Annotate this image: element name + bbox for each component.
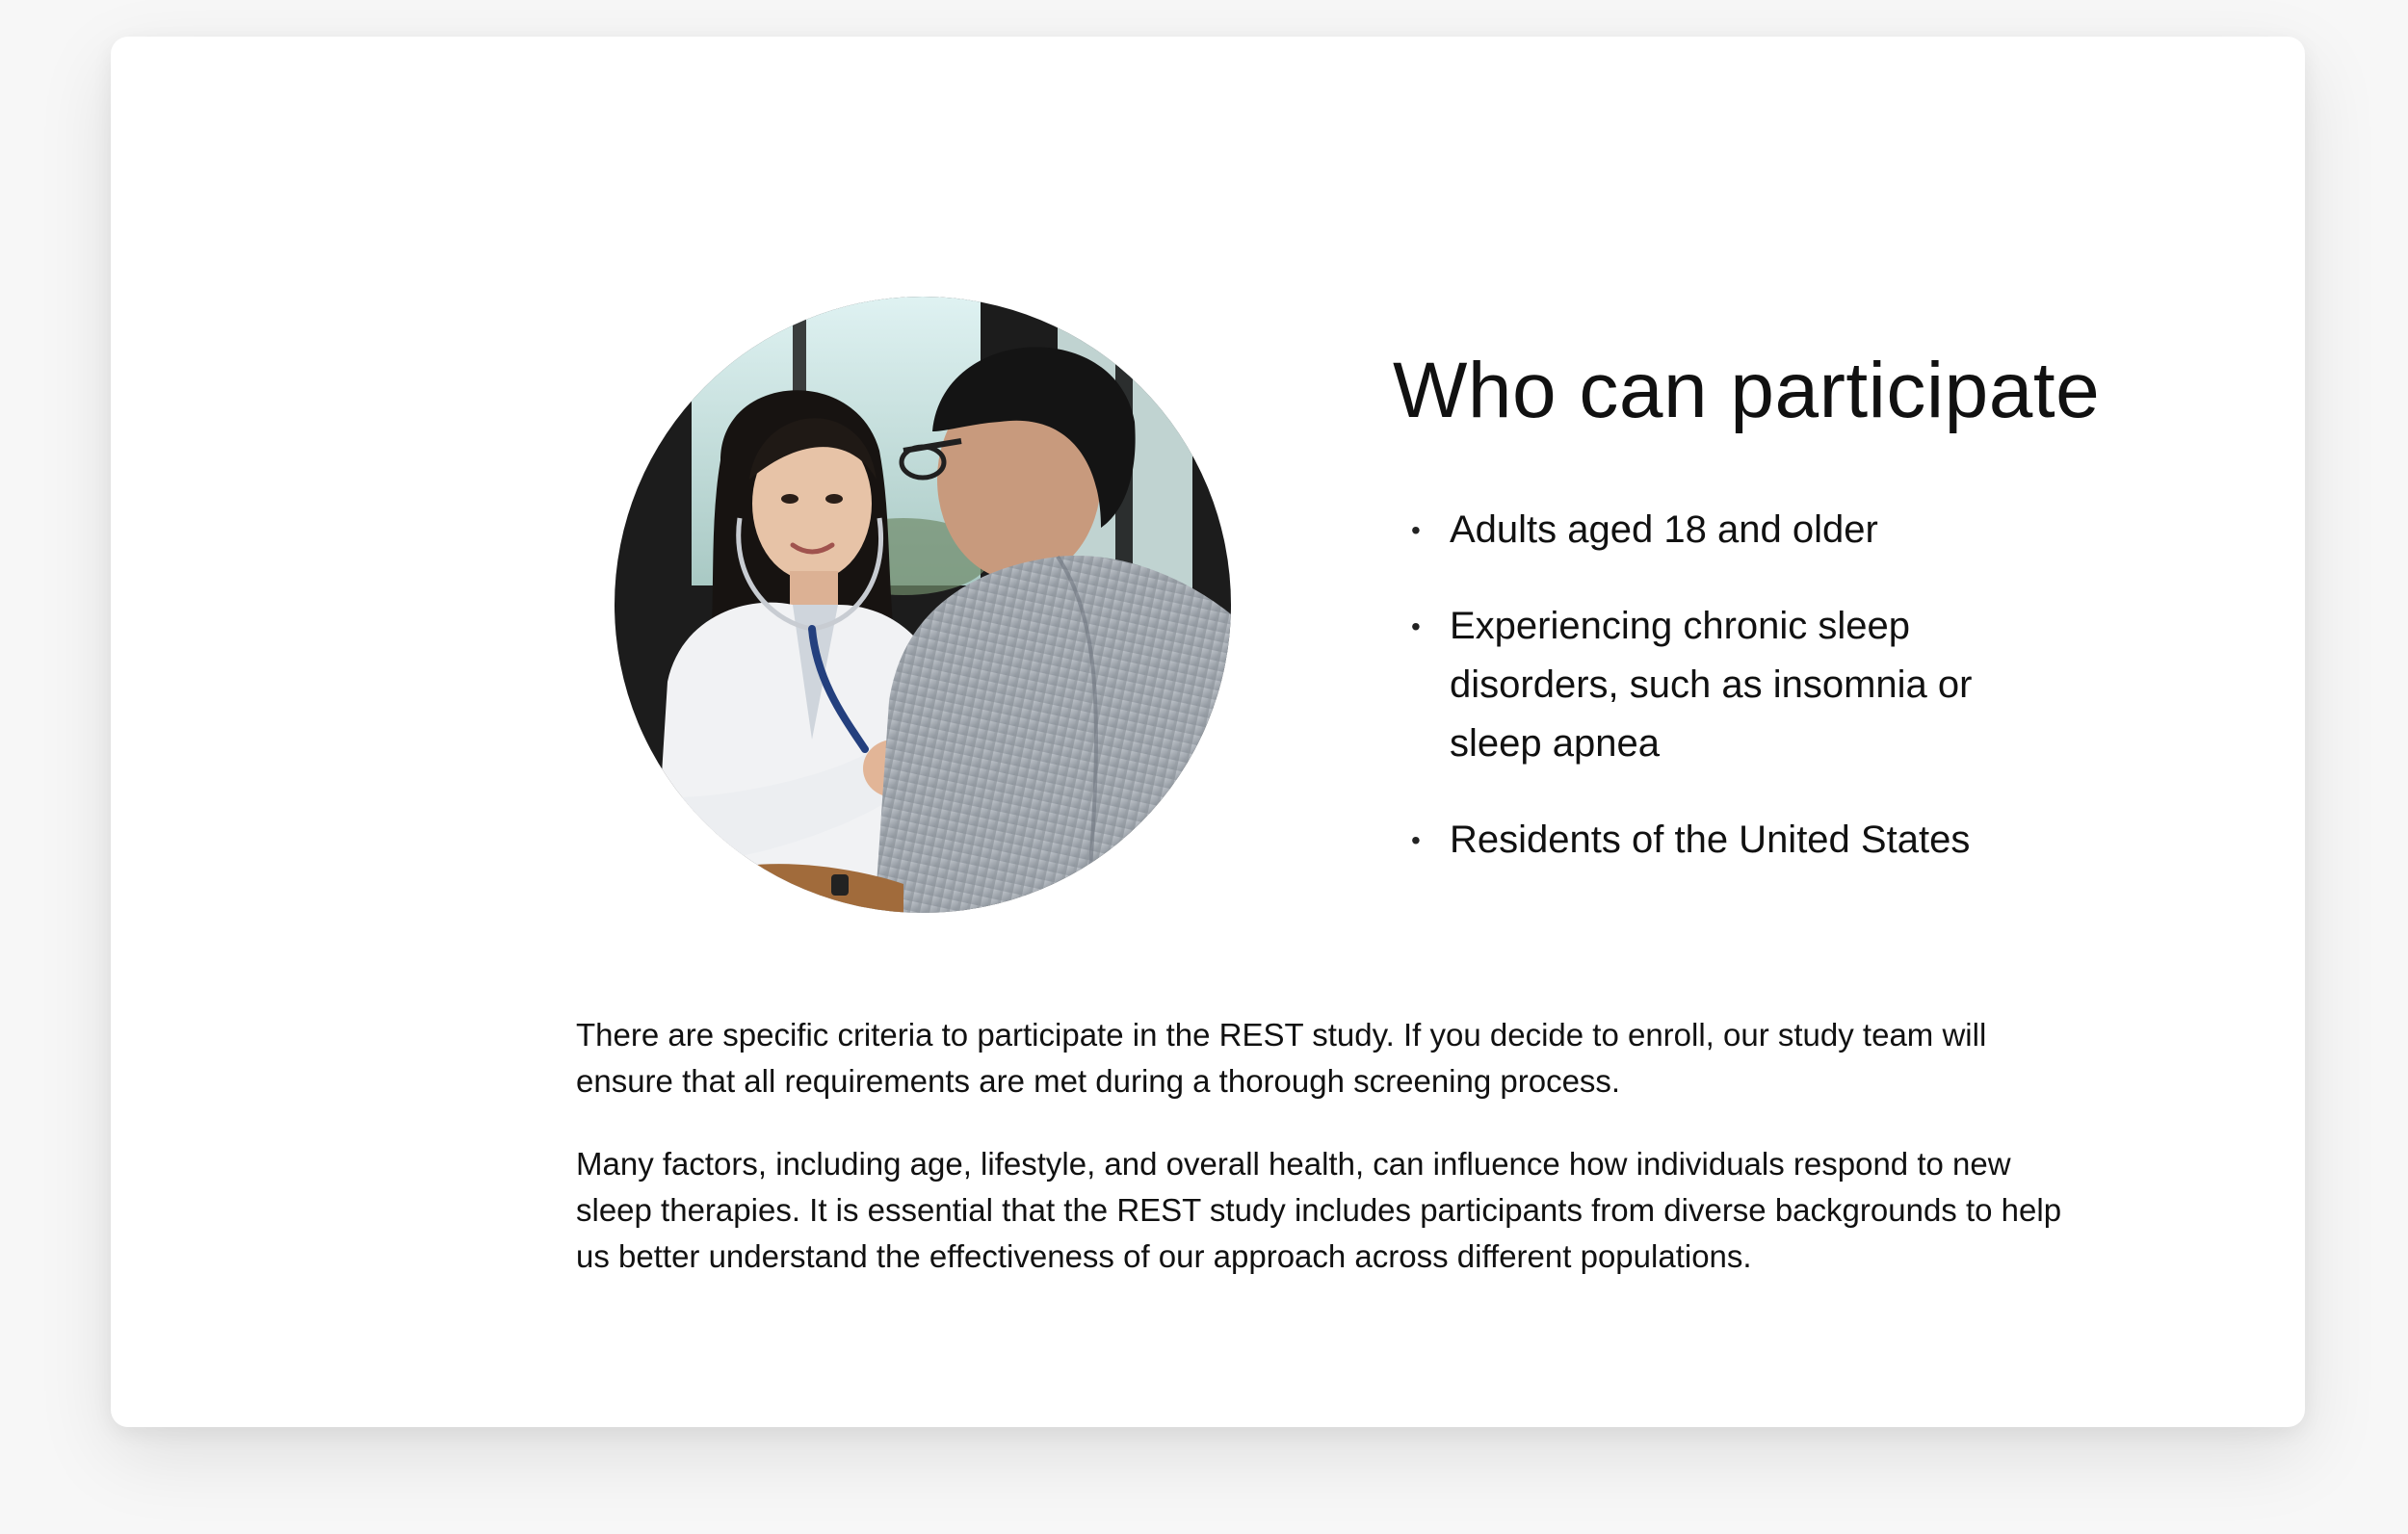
doctor-patient-illustration [615, 297, 1231, 913]
content-card [111, 37, 2305, 1427]
section-heading: Who can participate [1393, 347, 2101, 434]
criteria-paragraph: There are specific criteria to participate in the REST study. If you decide to enroll, our study team will ensure that all requirements are met during a thorough screening process. [576, 1017, 1987, 1099]
diversity-paragraph: Many factors, including age, lifestyle, and overall health, can influence how individuals respond to new sleep therapies. It is essential that the REST study includes participants from diverse backgrounds to help us better understand the effectiveness of our approach across different populations. [576, 1146, 2062, 1274]
criteria-item: • Residents of the United States [1411, 811, 2066, 870]
doctor-patient-photo [615, 297, 1231, 913]
criteria-item: • Adults aged 18 and older [1411, 501, 2066, 559]
criteria-list [1411, 501, 2066, 907]
criteria-item: • Experiencing chronic sleep disorders, such as insomnia or sleep apnea [1411, 597, 2066, 773]
